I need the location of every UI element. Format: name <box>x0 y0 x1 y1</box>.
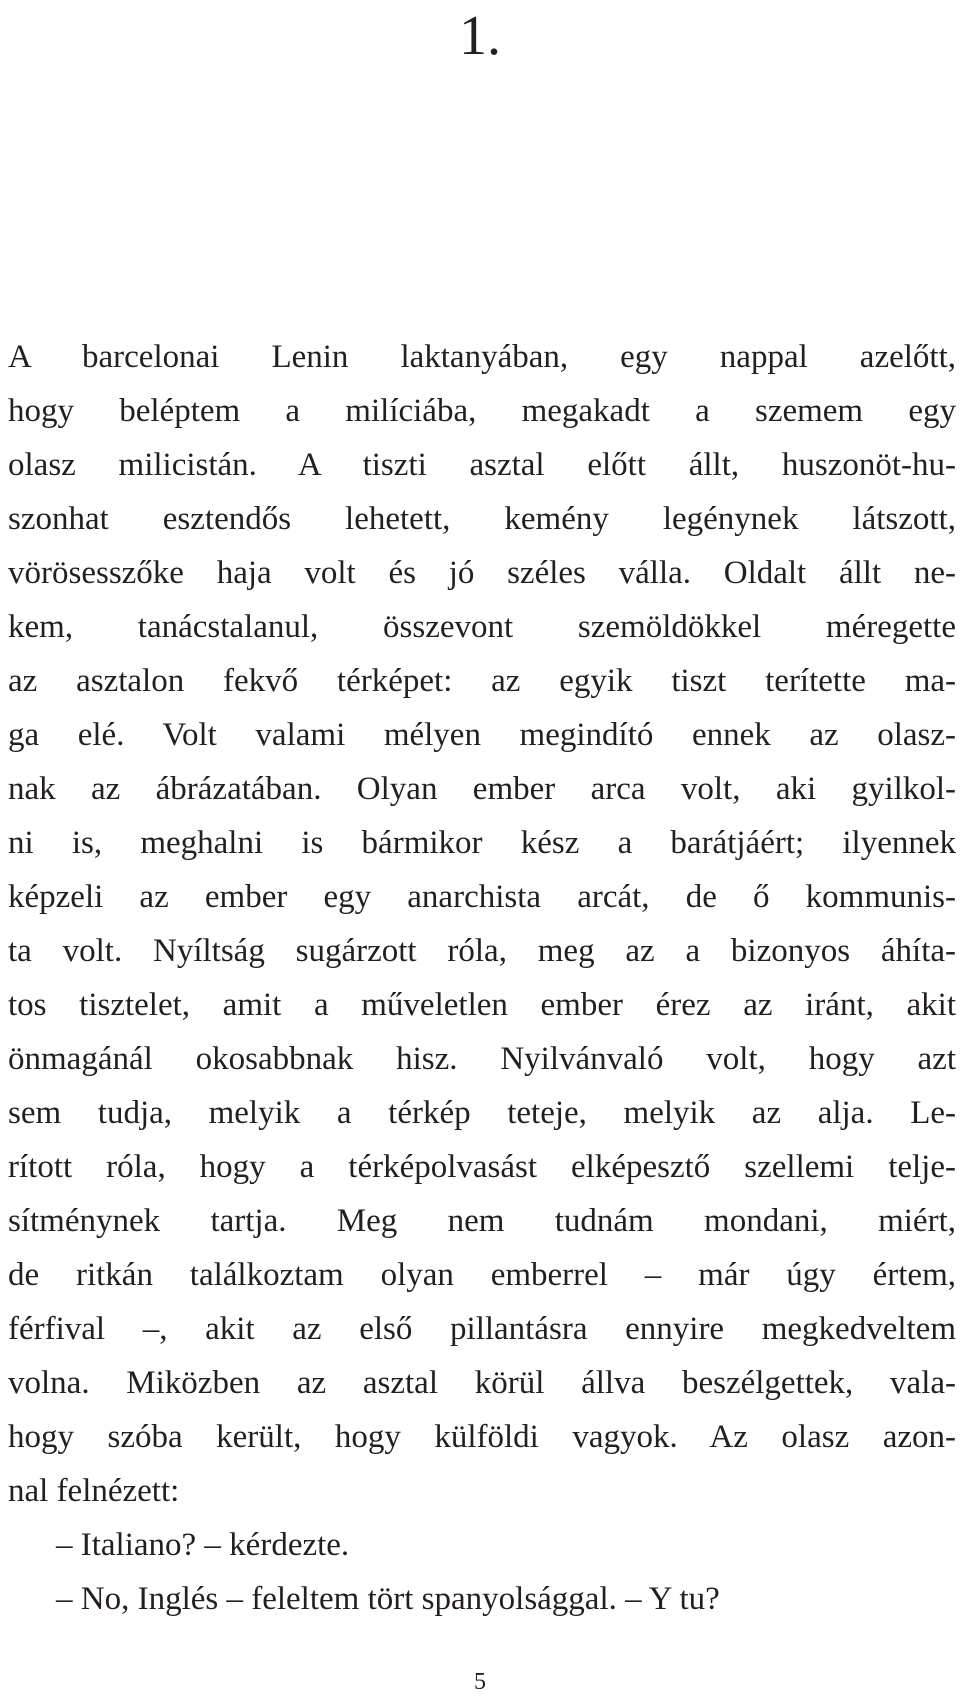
text-line: volna. Miközben az asztal körül állva beszélgettek, vala- <box>8 1365 956 1401</box>
text-line: kem, tanácstalanul, összevont szemöldökkel méregette <box>8 609 956 645</box>
page-number: 5 <box>474 1669 486 1695</box>
text-line: A barcelonai Lenin laktanyában, egy nappal azelőtt, <box>8 339 956 375</box>
text-line: hogy beléptem a milíciába, megakadt a szemem egy <box>8 393 956 429</box>
text-line: sítménynek tartja. Meg nem tudnám mondani, miért, <box>8 1203 956 1239</box>
text-line: sem tudja, melyik a térkép teteje, melyik az alja. Le- <box>8 1095 956 1131</box>
text-line: hogy szóba került, hogy külföldi vagyok. Az olasz azon- <box>8 1419 956 1455</box>
text-line: férfival –, akit az első pillantásra ennyire megkedveltem <box>8 1311 956 1347</box>
text-line: nak az ábrázatában. Olyan ember arca volt, aki gyilkol- <box>8 771 956 807</box>
text-line: tos tisztelet, amit a műveletlen ember érez az iránt, akit <box>8 987 956 1023</box>
text-line: az asztalon fekvő térképet: az egyik tiszt terítette ma- <box>8 663 956 699</box>
chapter-number: 1. <box>459 5 501 67</box>
text-line: rított róla, hogy a térképolvasást elképesztő szellemi telje- <box>8 1149 956 1185</box>
text-line: de ritkán találkoztam olyan emberrel – már úgy értem, <box>8 1257 956 1293</box>
dialog-line: – No, Inglés – feleltem tört spanyolsággal. – Y tu? <box>56 1581 720 1617</box>
text-line: ta volt. Nyíltság sugárzott róla, meg az a bizonyos áhíta- <box>8 933 956 969</box>
text-line: olasz milicistán. A tiszti asztal előtt állt, huszonöt-hu- <box>8 447 956 483</box>
text-line: nal felnézett: <box>8 1473 180 1509</box>
text-line: önmagánál okosabbnak hisz. Nyilvánvaló volt, hogy azt <box>8 1041 956 1077</box>
body-text <box>8 330 956 1626</box>
text-line: szonhat esztendős lehetett, kemény legénynek látszott, <box>8 501 956 537</box>
dialog-line: – Italiano? – kérdezte. <box>56 1527 350 1563</box>
text-line: képzeli az ember egy anarchista arcát, de ő kommunis- <box>8 879 956 915</box>
text-line: ni is, meghalni is bármikor kész a barátjáért; ilyennek <box>8 825 956 861</box>
text-line: vörösesszőke haja volt és jó széles válla. Oldalt állt ne- <box>8 555 956 591</box>
text-line: ga elé. Volt valami mélyen megindító ennek az olasz- <box>8 717 956 753</box>
